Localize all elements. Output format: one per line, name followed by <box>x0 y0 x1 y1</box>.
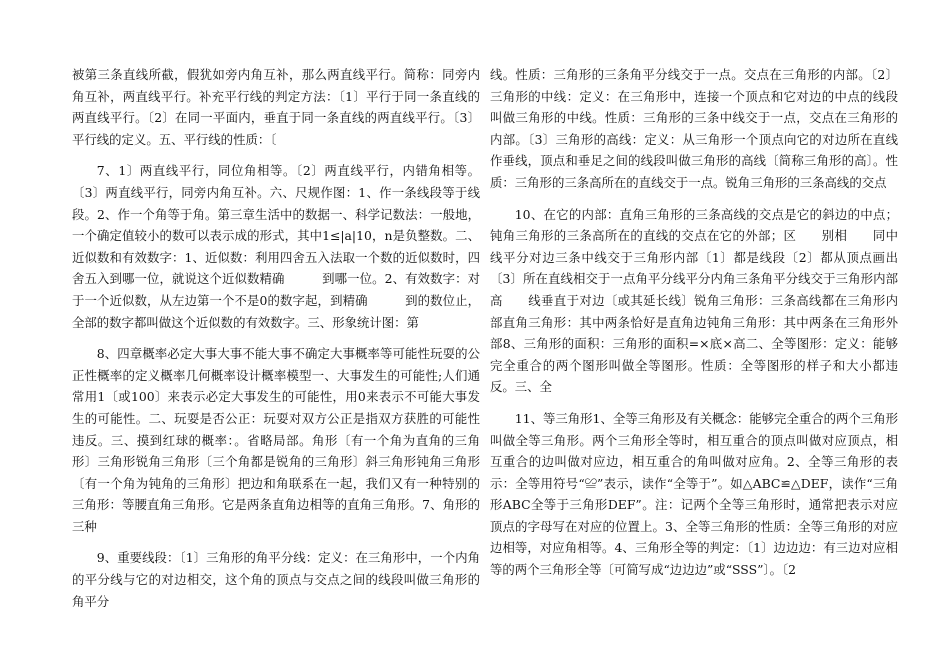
paragraph: 8、四章概率必定大事大事不能大事不确定大事概率等可能性玩耍的公正性概率的定义概率几何概率设计概率模型一、大事发生的可能性;人们通常用1〔或100〕来表示必定大事发生的可能性，用0来表示不可能大事发生的可能性。二、玩耍是否公正：玩耍对双方公正是指双方获胜的可能性违反。三、摸到红球的概率：。省略局部。角形〔有一个角为直角的三角形〕三角形锐角三角形〔三个角都是锐角的三角形〕斜三角形钝角三角形〔有一个角为钝角的三角形〕把边和角联系在一起，我们又有一种特别的三角形：等腰直角三角形。它是两条直角边相等的直角三角形。7、角形的三种 <box>72 346 480 534</box>
paragraph: 被第三条直线所截，假犹如旁内角互补，那么两直线平行。简称：同旁内角互补，两直线平行。补充平行线的判定方法：〔1〕平行于同一条直线的两直线平行。〔2〕在同一平面内，垂直于同一条直线的两直线平行。〔3〕平行线的定义。五、平行线的性质：〔 <box>72 67 480 147</box>
left-column <box>72 64 480 612</box>
paragraph: 7、1〕两直线平行，同位角相等。〔2〕两直线平行，内错角相等。〔3〕两直线平行，同旁内角互补。六、尺规作图：1、作一条线段等于线段。2、作一个角等于角。第三章生活中的数据一、科学记数法：一般地，一个确定值较小的数可以表示成的形式，其中1≤|a|10，n是负整数。二、近似数和有效数字：1、近似数：利用四舍五入法取一个数的近似数时，四舍五入到哪一位，就说这个近似数精确 到哪一位。2、有效数字：对于一个近似数，从左边第一个不是0的数字起，到精确 到的数位止，全部的数字都叫做这个近似数的有效数字。三、形象统计图：第 <box>72 163 480 330</box>
paragraph: 线。性质：三角形的三条角平分线交于一点。交点在三角形的内部。〔2〕三角形的中线：定义：在三角形中，连接一个顶点和它对边的中点的线段叫做三角形的中线。性质：三角形的三条中线交于一点，交点在三角形的内部。〔3〕三角形的高线：定义：从三角形一个顶点向它的对边所在直线作垂线，顶点和垂足之间的线段叫做三角形的高线〔简称三角形的高〕。性质：三角形的三条高所在的直线交于一点。锐角三角形的三条高线的交点 <box>490 67 898 190</box>
paragraph: 9、重要线段：〔1〕三角形的角平分线：定义：在三角形中，一个内角的平分线与它的对边相交，这个角的顶点与交点之间的线段叫做三角形的角平分 <box>72 550 480 609</box>
paragraph: 10、在它的内部：直角三角形的三条高线的交点是它的斜边的中点；钝角三角形的三条高所在的直线的交点在它的外部；区 别相 同中 线平分对边三条中线交于三角形内部〔1〕都是线段〔2〕都从顶点画出〔3〕所在直线相交于一点角平分线平分内角三条角平分线交于三角形内部高 线垂直于对边〔或其延长线〕锐角三角形：三条高线都在三角形内部直角三角形：其中两条恰好是直角边钝角三角形：其中两条在三角形外部8、三角形的面积：三角形的面积=×底×高二、全等图形：定义：能够完全重合的两个图形叫做全等图形。性质：全等图形的样子和大小都违反。三、全 <box>490 206 923 395</box>
right-column <box>490 64 923 581</box>
paragraph: 11、等三角形1、全等三角形及有关概念：能够完全重合的两个三角形叫做全等三角形。两个三角形全等时，相互重合的顶点叫做对应顶点，相互重合的边叫做对应边，相互重合的角叫做对应角。2、全等三角形的表示：全等用符号“≌”表示，读作“全等于”。如△ABC≌△DEF，读作“三角形ABC全等于三角形DEF”。注：记两个全等三角形时，通常把表示对应顶点的字母写在对应的位置上。3、全等三角形的性质：全等三角形的对应边相等，对应角相等。4、三角形全等的判定：〔1〕边边边：有三边对应相等的两个三角形全等〔可简写成“边边边”或“SSS”〕。〔2 <box>490 410 898 578</box>
